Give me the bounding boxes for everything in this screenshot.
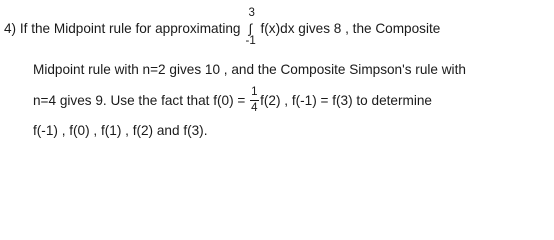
integral-sign-icon: ∫ (248, 21, 253, 36)
integral-lower-limit: -1 (245, 35, 256, 47)
integral-upper-limit: 3 (248, 7, 255, 19)
problem-line-3-prefix: n=4 gives 9. Use the fact that f(0) = (33, 93, 250, 108)
fraction-denominator: 4 (251, 102, 258, 114)
fraction-numerator: 1 (251, 86, 258, 98)
problem-line-2: Midpoint rule with n=2 gives 10 , and the Composite Simpson's rule with (33, 62, 466, 77)
problem-line-1 (4, 7, 441, 47)
integrand: f(x)dx (260, 21, 295, 36)
problem-line-3 (33, 86, 432, 114)
definite-integral (245, 7, 258, 47)
problem-line-1-suffix: gives 8 , the Composite (294, 21, 441, 36)
fraction-one-quarter (250, 86, 259, 114)
problem-line-4: f(-1) , f(0) , f(1) , f(2) and f(3). (33, 123, 208, 138)
problem-line-1-prefix: 4) If the Midpoint rule for approximating (4, 21, 241, 36)
problem-line-3-suffix: f(2) , f(-1) = f(3) to determine (260, 93, 432, 108)
